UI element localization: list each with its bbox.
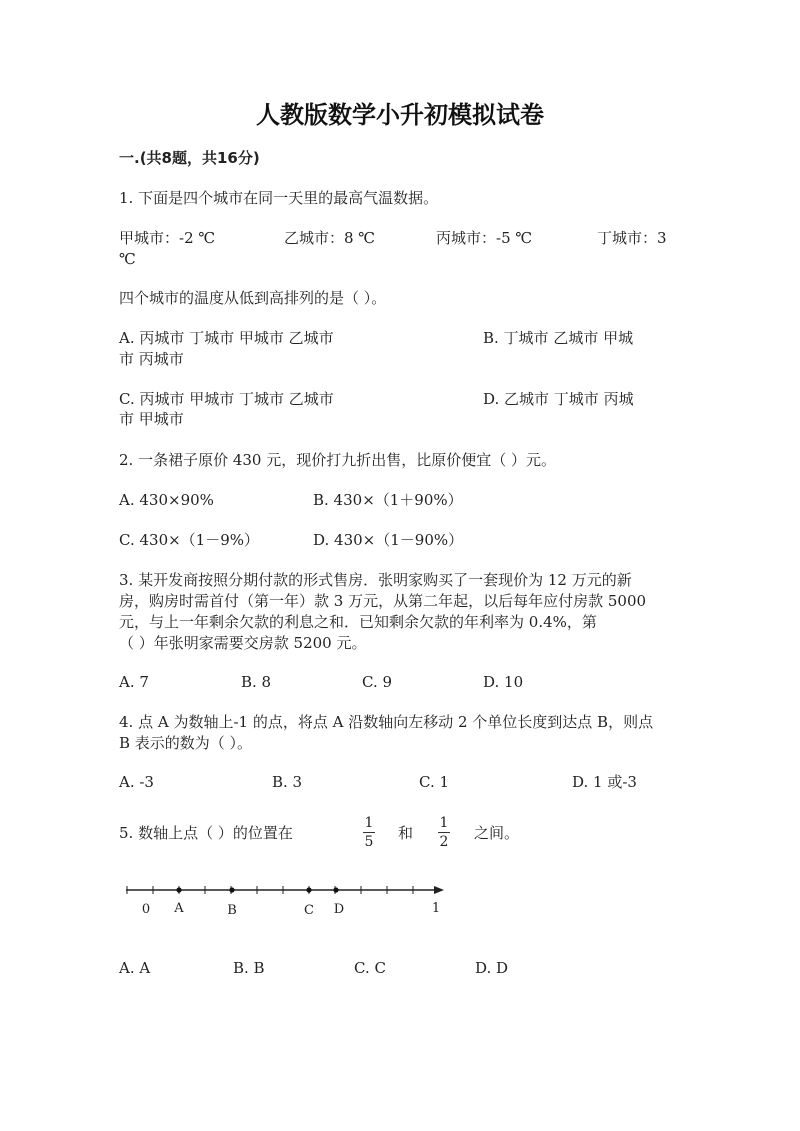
- label-point-b: B: [227, 903, 237, 918]
- q5-and: 和: [398, 824, 414, 842]
- q5-frac2-bar: [438, 832, 450, 833]
- q1-option-d[interactable]: D. 乙城市 丁城市 丙城: [483, 390, 634, 408]
- q5-frac1-numerator: 1: [364, 815, 374, 831]
- q1-option-b[interactable]: B. 丁城市 乙城市 甲城: [483, 329, 634, 347]
- q2-option-c[interactable]: C. 430×（1－9%）: [119, 531, 260, 549]
- q2-stem: 2. 一条裙子原价 430 元，现价打九折出售，比原价便宜（ ）元。: [119, 451, 557, 469]
- q5-frac1-bar: [363, 832, 375, 833]
- q5-fraction-one-fifth: [361, 815, 377, 850]
- q3-line-2: 房，购房时需首付（第一年）款 3 万元，从第二年起，以后每年应付房款 5000: [119, 592, 647, 610]
- q3-line-3: 元，与上一年剩余欠款的利息之和．已知剩余欠款的年利率为 0.4%，第: [119, 613, 597, 631]
- q4-line-1: 4. 点 A 为数轴上-1 的点，将点 A 沿数轴向左移动 2 个单位长度到达点 B，则点: [119, 713, 654, 731]
- q3-line-1: 3. 某开发商按照分期付款的形式售房．张明家购买了一套现价为 12 万元的新: [119, 571, 632, 589]
- q3-option-c[interactable]: C. 9: [362, 673, 393, 691]
- q5-stem-end: 之间。: [474, 824, 520, 842]
- number-line-point-d: [333, 887, 338, 892]
- label-point-c: C: [304, 903, 314, 918]
- q5-option-b[interactable]: B. B: [233, 959, 265, 977]
- page-title: 人教版数学小升初模拟试卷: [256, 101, 544, 129]
- q1-option-a[interactable]: A. 丙城市 丁城市 甲城市 乙城市: [119, 329, 334, 347]
- q2-option-d[interactable]: D. 430×（1－90%）: [313, 531, 464, 549]
- label-zero: 0: [141, 902, 151, 917]
- label-point-a: A: [174, 901, 184, 916]
- q3-option-d[interactable]: D. 10: [483, 673, 524, 691]
- q4-option-b[interactable]: B. 3: [272, 773, 303, 791]
- q3-line-4: （ ）年张明家需要交房款 5200 元。: [119, 634, 367, 652]
- q5-frac1-denominator: 5: [364, 834, 374, 850]
- q1-ask: 四个城市的温度从低到高排列的是（ ）。: [119, 289, 387, 307]
- q2-option-b[interactable]: B. 430×（1＋90%）: [313, 491, 463, 509]
- number-line-point-c: [306, 887, 311, 892]
- q5-fraction-one-half: [436, 815, 452, 850]
- number-line-arrow-icon: [434, 886, 444, 894]
- q5-option-c[interactable]: C. C: [354, 959, 386, 977]
- label-point-d: D: [333, 902, 345, 917]
- q1-option-c[interactable]: C. 丙城市 甲城市 丁城市 乙城市: [119, 390, 334, 408]
- number-line-point-b: [229, 887, 234, 892]
- q3-option-b[interactable]: B. 8: [241, 673, 272, 691]
- q1-stem: 1. 下面是四个城市在同一天里的最高气温数据。: [119, 189, 439, 207]
- q4-line-2: B 表示的数为（ ）。: [119, 734, 253, 752]
- q5-option-a[interactable]: A. A: [119, 959, 151, 977]
- section-heading: 一.(共8题，共16分): [119, 149, 260, 167]
- q5-stem-start: 5. 数轴上点（ ）的位置在: [119, 824, 293, 842]
- number-line: [120, 880, 460, 920]
- q1-temp-yi: 乙城市：8 ℃: [284, 229, 376, 247]
- q2-option-a[interactable]: A. 430×90%: [119, 491, 214, 509]
- q5-option-d[interactable]: D. D: [475, 959, 509, 977]
- q3-option-a[interactable]: A. 7: [119, 673, 149, 691]
- q4-option-c[interactable]: C. 1: [419, 773, 450, 791]
- q4-option-d[interactable]: D. 1 或-3: [572, 773, 637, 791]
- q1-temp-jia: 甲城市：-2 ℃: [119, 229, 216, 247]
- q5-frac2-numerator: 1: [439, 815, 449, 831]
- q1-option-b-wrap: 市 丙城市: [119, 350, 184, 368]
- q1-temp-wrap: ℃: [119, 250, 136, 268]
- label-one: 1: [431, 901, 441, 916]
- q1-temp-bing: 丙城市：-5 ℃: [436, 229, 533, 247]
- q4-option-a[interactable]: A. -3: [119, 773, 154, 791]
- q1-option-d-wrap: 市 甲城市: [119, 410, 184, 428]
- q1-temp-ding: 丁城市：3: [597, 229, 667, 247]
- number-line-point-a: [176, 887, 181, 892]
- q5-frac2-denominator: 2: [439, 834, 449, 850]
